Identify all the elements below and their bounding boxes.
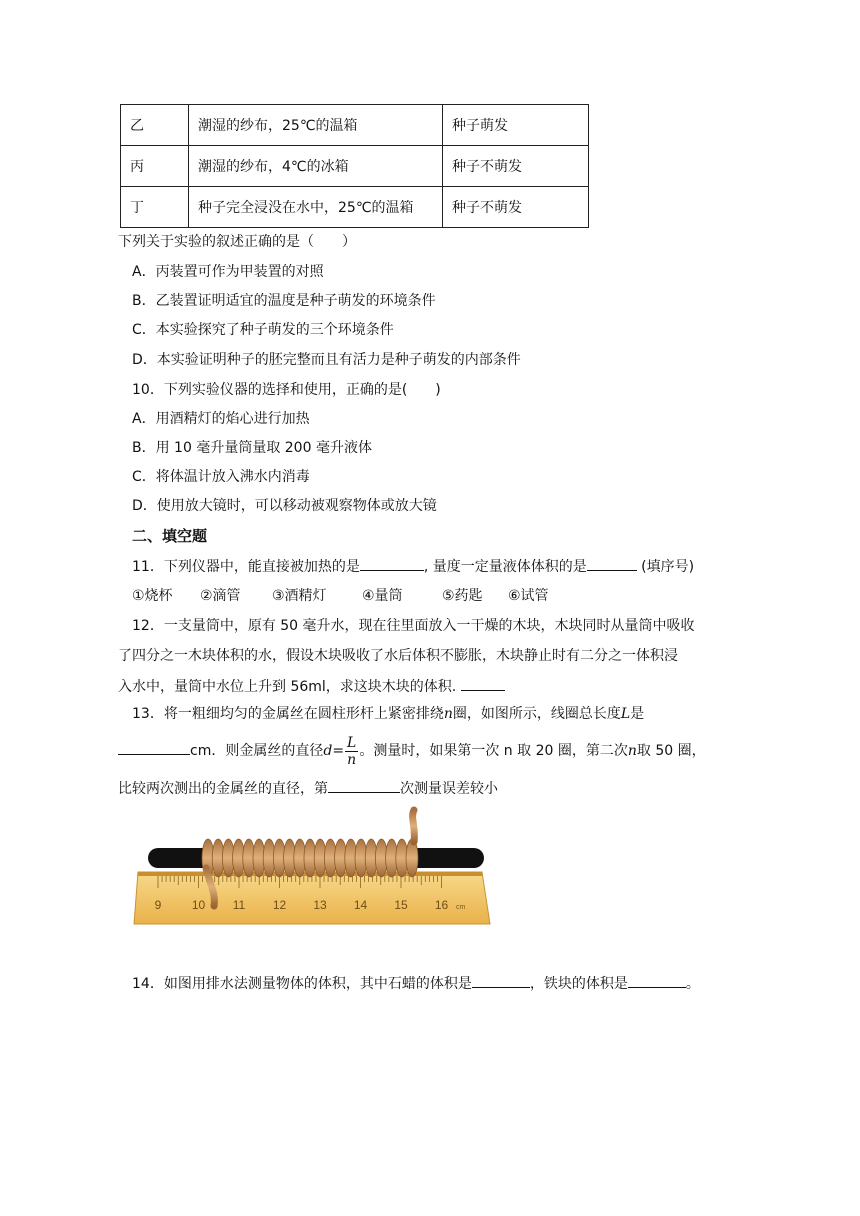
- table-row: [121, 187, 589, 228]
- ruler-tick-label: 9: [154, 898, 162, 912]
- table-cell-condition: 种子完全浸没在水中，25℃的温箱: [189, 187, 443, 228]
- q12-line-3: 入水中，量筒中水位上升到 56ml，求这块木块的体积.: [118, 679, 457, 695]
- ruler-tick-label: 14: [353, 898, 368, 912]
- coil-ruler-figure: [128, 806, 498, 928]
- table-cell-group: 丙: [121, 146, 189, 187]
- q11-item: ①烧杯: [132, 588, 173, 604]
- q13-fraction: [345, 735, 358, 768]
- ruler-tick-label: 15: [394, 898, 408, 912]
- q13-blank-trial[interactable]: [328, 778, 400, 793]
- q13-text: 。测量时，如果第一次 n 取 20 圈，第二次: [359, 743, 628, 759]
- q10-option-c: C．将体温计放入沸水内消毒: [132, 469, 310, 485]
- table-cell-group: 乙: [121, 105, 189, 146]
- q9-option-c: C．本实验探究了种子萌发的三个环境条件: [132, 322, 394, 338]
- q13-equals: =: [332, 743, 345, 759]
- experiment-table: [120, 104, 589, 228]
- fraction-numerator: L: [347, 734, 357, 751]
- q9-option-d: D．本实验证明种子的胚完整而且有活力是种子萌发的内部条件: [132, 352, 521, 368]
- ruler-tick-label: 12: [272, 898, 287, 912]
- section-heading: 二、填空题: [132, 527, 208, 545]
- table-cell-result: 种子不萌发: [443, 146, 589, 187]
- fraction-denominator: n: [347, 751, 357, 768]
- q13-line-2: [118, 732, 706, 770]
- q11-stem: [132, 556, 694, 577]
- q13-text: 取 50 圈，: [636, 743, 706, 759]
- q14-text: 14．如图用排水法测量物体的体积，其中石蜡的体积是: [132, 976, 472, 992]
- q14-blank-iron[interactable]: [628, 973, 686, 988]
- q13-blank-length[interactable]: [118, 740, 190, 755]
- q11-item: ⑤药匙: [442, 588, 483, 604]
- q11-blank-1[interactable]: [360, 556, 424, 571]
- q13-text: cm．则金属丝的直径: [190, 743, 324, 759]
- q10-option-b: B．用 10 毫升量筒量取 200 毫升液体: [132, 440, 372, 456]
- q11-text-2: , 量度一定量液体体积的是: [423, 559, 587, 575]
- q13-text: 次测量误差较小: [400, 781, 498, 797]
- q11-text-3: (填序号): [636, 559, 695, 575]
- q14-blank-wax[interactable]: [472, 973, 530, 988]
- q10-option-d: D．使用放大镜时，可以移动被观察物体或放大镜: [132, 498, 437, 514]
- q14-text: 。: [685, 976, 700, 992]
- q13-text: 是: [630, 706, 645, 722]
- table-cell-result: 种子不萌发: [443, 187, 589, 228]
- q13-var-n: n: [443, 706, 453, 722]
- q11-blank-2[interactable]: [587, 556, 637, 571]
- q11-item: ③酒精灯: [272, 588, 327, 604]
- q10-stem: 10．下列实验仪器的选择和使用，正确的是( ): [132, 382, 441, 398]
- q13-line-1: [132, 704, 644, 724]
- q12-answer-blank[interactable]: [461, 676, 505, 691]
- table-cell-condition: 潮湿的纱布，25℃的温箱: [189, 105, 443, 146]
- q9-option-a: A．丙装置可作为甲装置的对照: [132, 264, 324, 280]
- table-cell-condition: 潮湿的纱布，4℃的冰箱: [189, 146, 443, 187]
- q11-items: [132, 586, 549, 606]
- q10-option-a: A．用酒精灯的焰心进行加热: [132, 411, 310, 427]
- q13-text: 圈，如图所示，线圈总长度: [452, 706, 621, 722]
- ruler-tick-label: 13: [313, 898, 327, 912]
- q11-item: ②滴管: [200, 588, 241, 604]
- q9-stem: 下列关于实验的叙述正确的是（ ）: [118, 234, 356, 250]
- table-row: [121, 105, 589, 146]
- q13-var-l: L: [620, 706, 631, 722]
- table-row: [121, 146, 589, 187]
- q14-text: ，铁块的体积是: [529, 976, 628, 992]
- ruler-tick-label: 11: [232, 898, 246, 912]
- q11-text-1: 11．下列仪器中，能直接被加热的是: [132, 559, 360, 575]
- q12-line-1: 12．一支量筒中，原有 50 毫升水，现在往里面放入一干燥的木块，木块同时从量筒中吸收: [132, 618, 695, 634]
- q11-item: ⑥试管: [508, 588, 549, 604]
- q12-line-2: 了四分之一木块体积的水，假设木块吸收了水后体积不膨胀，木块静止时有二分之一体积浸: [118, 648, 678, 664]
- table-cell-result: 种子萌发: [443, 105, 589, 146]
- q13-var-d: d: [323, 743, 333, 759]
- q12-line-3-wrap: [118, 676, 505, 697]
- q13-line-3: [118, 778, 498, 799]
- wire-end-top: [413, 810, 415, 842]
- ruler-tick-label: 10: [191, 898, 206, 912]
- ruler-unit: cm: [456, 904, 466, 911]
- q13-text: 13．将一粗细均匀的金属丝在圆柱形杆上紧密排绕: [132, 706, 444, 722]
- q13-var-n: n: [627, 743, 637, 759]
- table-cell-group: 丁: [121, 187, 189, 228]
- q14-stem: [132, 973, 700, 994]
- q13-text: 比较两次测出的金属丝的直径，第: [118, 781, 328, 797]
- q9-option-b: B．乙装置证明适宜的温度是种子萌发的环境条件: [132, 293, 436, 309]
- q11-item: ④量筒: [362, 588, 403, 604]
- wire-coil: [202, 839, 418, 877]
- ruler-tick-label: 16: [434, 898, 449, 912]
